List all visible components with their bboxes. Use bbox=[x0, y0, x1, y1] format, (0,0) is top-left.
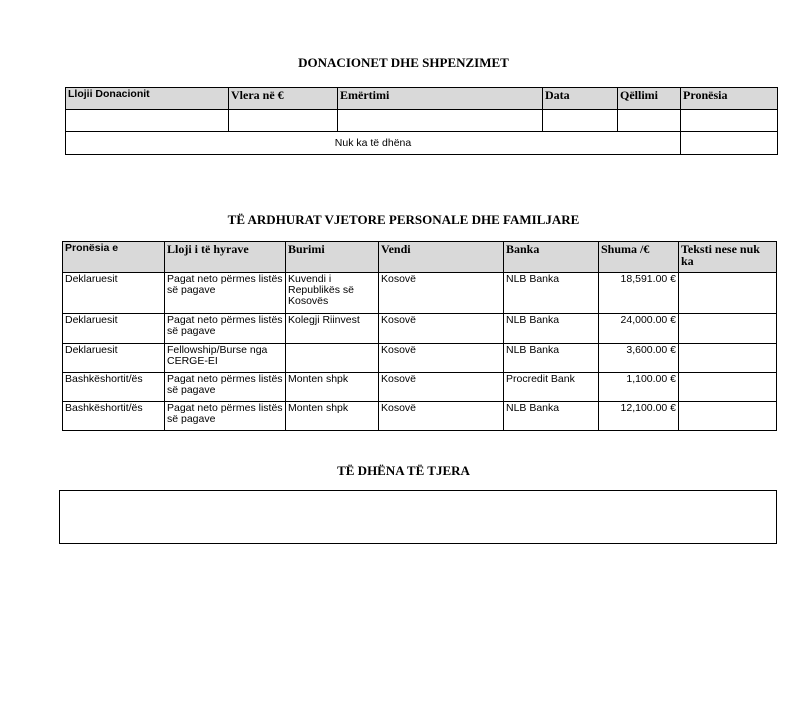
table-cell: Kosovë bbox=[379, 314, 504, 344]
income-source-header: Burimi bbox=[286, 242, 379, 273]
table-cell: Pagat neto përmes listës së pagave bbox=[165, 402, 286, 431]
donation-purpose-header: Qëllimi bbox=[618, 88, 681, 110]
table-row bbox=[63, 273, 777, 314]
table-cell: Kosovë bbox=[379, 273, 504, 314]
donation-name-header: Emërtimi bbox=[338, 88, 543, 110]
table-cell: NLB Banka bbox=[504, 402, 599, 431]
table-cell bbox=[679, 344, 777, 373]
table-cell bbox=[66, 110, 229, 132]
table-cell: Bashkëshortit/ës bbox=[63, 373, 165, 402]
income-country-header: Vendi bbox=[379, 242, 504, 273]
table-cell: Bashkëshortit/ës bbox=[63, 402, 165, 431]
table-cell bbox=[679, 314, 777, 344]
table-cell bbox=[618, 110, 681, 132]
table-cell: NLB Banka bbox=[504, 273, 599, 314]
table-cell bbox=[681, 132, 778, 155]
donations-empty-row bbox=[66, 110, 778, 132]
income-title: TË ARDHURAT VJETORE PERSONALE DHE FAMILJARE bbox=[227, 212, 580, 227]
donations-title: DONACIONET DHE SHPENZIMET bbox=[298, 55, 509, 70]
table-cell: Procredit Bank bbox=[504, 373, 599, 402]
table-row bbox=[63, 344, 777, 373]
table-cell: Pagat neto përmes listës së pagave bbox=[165, 314, 286, 344]
table-cell bbox=[229, 110, 338, 132]
table-cell: Kosovë bbox=[379, 402, 504, 431]
income-bank-header: Banka bbox=[504, 242, 599, 273]
table-row bbox=[63, 402, 777, 431]
table-cell bbox=[286, 344, 379, 373]
table-row bbox=[63, 314, 777, 344]
table-cell: Deklaruesit bbox=[63, 273, 165, 314]
donation-date-header: Data bbox=[543, 88, 618, 110]
table-cell: NLB Banka bbox=[504, 344, 599, 373]
no-data-cell: Nuk ka të dhëna bbox=[66, 132, 681, 155]
table-cell: Deklaruesit bbox=[63, 314, 165, 344]
table-cell: Kuvendi i Republikës së Kosovës bbox=[286, 273, 379, 314]
income-amount-header: Shuma /€ bbox=[599, 242, 679, 273]
table-cell: Kolegji Riinvest bbox=[286, 314, 379, 344]
table-cell: Kosovë bbox=[379, 373, 504, 402]
table-cell: Monten shpk bbox=[286, 402, 379, 431]
table-cell: Pagat neto përmes listës së pagave bbox=[165, 373, 286, 402]
table-cell bbox=[679, 273, 777, 314]
income-type-header: Lloji i të hyrave bbox=[165, 242, 286, 273]
donation-type-header: Llojii Donacionit bbox=[66, 88, 229, 110]
income-owner-header: Pronësia e bbox=[63, 242, 165, 273]
donation-ownership-header: Pronësia bbox=[681, 88, 778, 110]
table-cell: Deklaruesit bbox=[63, 344, 165, 373]
donations-table bbox=[65, 87, 778, 155]
table-cell: Monten shpk bbox=[286, 373, 379, 402]
income-note-header: Teksti nese nuk ka bbox=[679, 242, 777, 273]
other-data-box bbox=[59, 490, 777, 544]
table-cell: 18,591.00 € bbox=[599, 273, 679, 314]
table-cell bbox=[681, 110, 778, 132]
donation-value-header: Vlera në € bbox=[229, 88, 338, 110]
table-cell bbox=[679, 402, 777, 431]
table-cell bbox=[543, 110, 618, 132]
income-table bbox=[62, 241, 777, 431]
table-cell: 1,100.00 € bbox=[599, 373, 679, 402]
table-cell: Fellowship/Burse nga CERGE-EI bbox=[165, 344, 286, 373]
table-cell: Kosovë bbox=[379, 344, 504, 373]
table-row bbox=[63, 373, 777, 402]
table-cell bbox=[338, 110, 543, 132]
table-cell: 12,100.00 € bbox=[599, 402, 679, 431]
table-cell: NLB Banka bbox=[504, 314, 599, 344]
table-cell bbox=[679, 373, 777, 402]
other-title: TË DHËNA TË TJERA bbox=[337, 463, 470, 478]
table-cell: 3,600.00 € bbox=[599, 344, 679, 373]
table-cell: 24,000.00 € bbox=[599, 314, 679, 344]
table-cell: Pagat neto përmes listës së pagave bbox=[165, 273, 286, 314]
